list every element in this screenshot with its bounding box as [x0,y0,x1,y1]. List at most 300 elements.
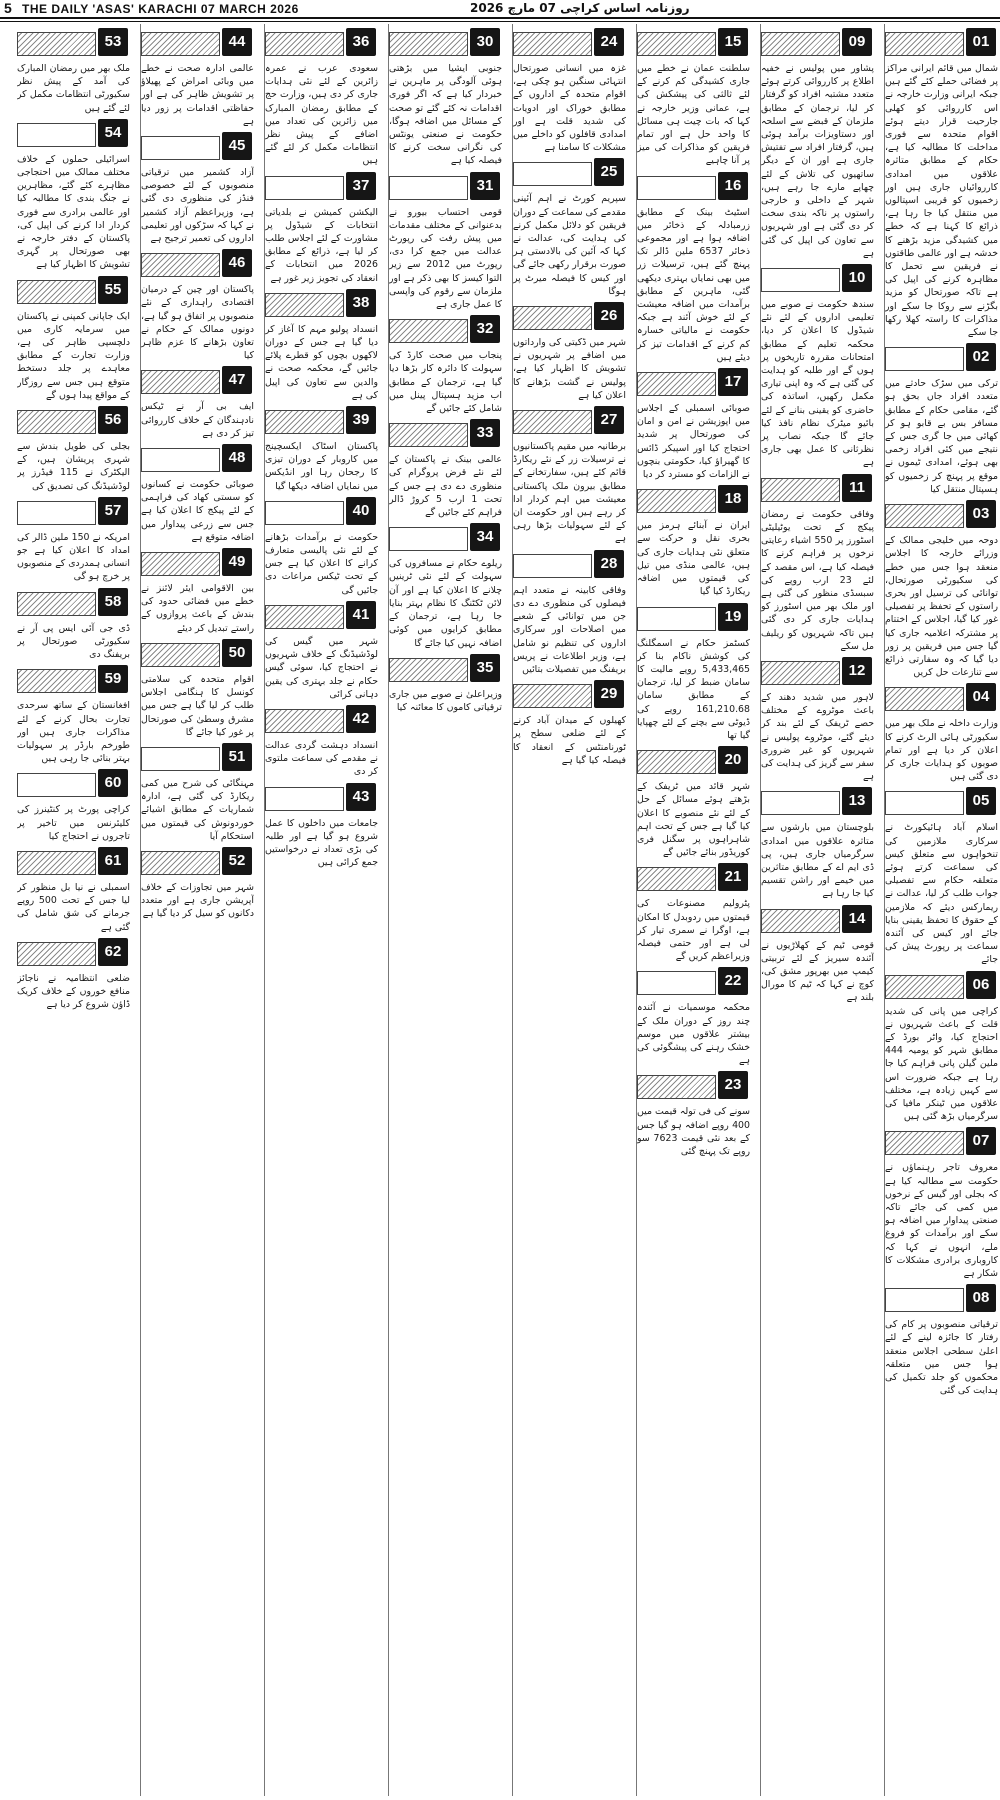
story-number: 11 [842,474,872,502]
news-story [17,497,130,584]
story-body: شمال میں قائم ایرانی مراکز پر فضائی حملے کئے گئے ہیں جبکہ ایرانی وزارت خارجہ نے اس کارروائی کو کھلی جارحیت قرار دیتے ہوئے اقوام متحدہ سے فوری مداخلت کا مطالبہ کیا ہے، حکام کے مطابق متاثرہ علاقوں میں امدادی کارروائیاں جاری ہیں اور زخمیوں کو قریبی اسپتالوں میں منتقل کیا جا رہا ہے، ذرائع کا کہنا ہے کہ خطے میں کشیدگی مزید بڑھنے کا خدشہ ہے اور عالمی طاقتوں نے فریقین سے تحمل کا مظاہرہ کرنے کی اپیل کی ہے تاکہ صورتحال کو مزید بگڑنے سے روکا جا سکے اور مذاکرات کا راستہ کھلا رکھا جا سکے [885,63,998,339]
story-number: 01 [966,28,996,56]
urdu-title: روزنامہ اساس کراچی 07 مارچ 2026 [470,1,690,15]
story-number: 02 [966,343,996,371]
story-number-tag [885,683,998,713]
story-number-tag [637,603,750,633]
page-number: 5 [4,0,12,16]
story-body: دوحہ میں خلیجی ممالک کے وزرائے خارجہ کا اجلاس منعقد ہوا جس میں خطے کی سکیورٹی صورتحال، توانائی کی ترسیل اور بحری راستوں کے تحفظ پر تفصیلی غور کیا گیا، اجلاس کے اختتام پر مشترکہ اعلامیہ جاری کیا گیا جس میں فریقین پر زور دیا گیا کہ وہ سفارتی ذرائع سے تنازعات حل کریں [885,535,998,679]
news-story [761,787,874,900]
story-number: 22 [718,967,748,995]
story-body: الیکشن کمیشن نے بلدیاتی انتخابات کے شیڈول پر مشاورت کے لئے اجلاس طلب کر لیا ہے، ذرائع کے مطابق 2026 میں انتخابات کے انعقاد کی تجویز زیر غور ہے [265,206,378,284]
news-story [885,1284,998,1397]
story-number: 47 [222,366,252,394]
story-number-tag [513,680,626,710]
hatched-heading-bar [885,504,964,528]
news-story [885,683,998,783]
hatched-heading-bar [389,319,468,343]
story-number-tag [17,847,130,877]
story-number-tag [17,769,130,799]
news-column [17,24,130,1796]
story-number: 40 [346,497,376,525]
news-column [140,24,254,1796]
hatched-heading-bar [17,773,96,797]
news-story [17,406,130,493]
story-body: لاہور میں شدید دھند کے باعث موٹروے کے مختلف حصے ٹریفک کے لئے بند کر دیئے گئے، موٹروے پولیس نے شہریوں کو غیر ضروری سفر سے گریز کی ہدایت کی ہے [761,691,874,783]
hatched-heading-bar [637,607,716,631]
story-number: 42 [346,705,376,733]
story-body: انسداد پولیو مہم کا آغاز کر دیا گیا ہے جس کے دوران لاکھوں بچوں کو قطرے پلائے جائیں گے، محکمہ صحت نے والدین سے تعاون کی اپیل کی ہے [265,323,378,401]
story-number-tag [761,474,874,504]
story-number-tag [637,1071,750,1101]
news-story [265,705,378,779]
story-body: صوبائی اسمبلی کے اجلاس میں اپوزیشن نے امن و امان کی صورتحال پر شدید احتجاج کیا اور اسپیکر ڈائس کا گھیراؤ کیا، حکومتی بنچوں نے الزامات کو مسترد کر دیا [637,403,750,481]
story-number: 59 [98,665,128,693]
news-story [761,264,874,470]
hatched-heading-bar [17,669,96,693]
story-body: پٹرولیم مصنوعات کی قیمتوں میں ردوبدل کا امکان ہے، اوگرا نے سمری تیار کر لی ہے اور حتمی فیصلہ وزیراعظم کریں گے [637,898,750,963]
hatched-heading-bar [265,709,344,733]
story-body: آزاد کشمیر میں ترقیاتی منصوبوں کے لئے خصوصی فنڈز کی منظوری دی گئی ہے، وزیراعظم آزاد کشمیر نے کہا کہ سڑکوں اور تعلیمی اداروں کی تعمیر ترجیح ہے [141,167,254,245]
story-body: شہر قائد میں ٹریفک کے بڑھتے ہوئے مسائل کے حل کے لئے نئے منصوبے کا اعلان کیا گیا ہے جس کے تحت اہم شاہراہوں پر سگنل فری کوریڈور بنائے جائیں گے [637,781,750,859]
news-story [17,769,130,843]
hatched-heading-bar [761,909,840,933]
news-story [637,603,750,743]
story-number-tag [513,302,626,332]
story-number: 53 [98,28,128,56]
story-body: ضلعی انتظامیہ نے ناجائز منافع خوروں کے خلاف کریک ڈاؤن شروع کر دیا ہے [17,972,130,1011]
story-number-tag [265,497,378,527]
story-number: 20 [718,746,748,774]
story-body: اسمبلی نے نیا بل منظور کر لیا جس کے تحت 500 روپے جرمانے کی شق شامل کی گئی ہے [17,881,130,933]
hatched-heading-bar [17,280,96,304]
story-number-tag [389,419,502,449]
story-number-tag [513,550,626,580]
story-number-tag [885,28,998,58]
story-body: کراچی میں پانی کی شدید قلت کے باعث شہریوں نے احتجاج کیا، واٹر بورڈ کے مطابق شہر کو یومیہ 444 ملین گیلن پانی فراہم کیا جا رہا ہے جبکہ ضرورت اس سے کہیں زیادہ ہے، مختلف علاقوں میں ٹینکر مافیا کی سرگرمیاں بڑھ گئی ہیں [885,1005,998,1123]
story-number: 04 [966,683,996,711]
story-number-tag [389,654,502,684]
story-number-tag [761,905,874,935]
story-number: 19 [718,603,748,631]
story-number-tag [637,967,750,997]
story-number-tag [141,847,254,877]
hatched-heading-bar [265,176,344,200]
story-number-tag [761,264,874,294]
story-body: پاکستان اور چین کے درمیان اقتصادی راہداری کے نئے منصوبوں پر اتفاق ہو گیا ہے، دونوں ممالک کے حکام نے تعاون بڑھانے کا عزم ظاہر کیا [141,284,254,362]
story-body: شہر میں گیس کی لوڈشیڈنگ کے خلاف شہریوں نے احتجاج کیا، سوئی گیس حکام نے جلد بہتری کی یقین دہانی کرائی [265,635,378,700]
story-body: ریلوے حکام نے مسافروں کی سہولت کے لئے نئی ٹرینیں چلانے کا اعلان کیا ہے اور آن لائن ٹکٹنگ کا نظام بہتر بنایا جا رہا ہے، ترجمان کے مطابق کرایوں میں کوئی اضافہ نہیں کیا جائے گا [389,558,502,649]
story-number: 32 [470,315,500,343]
story-number: 24 [594,28,624,56]
news-story [389,315,502,415]
hatched-heading-bar [761,478,840,502]
story-body: قومی احتساب بیورو نے بدعنوانی کے مختلف مقدمات میں پیش رفت کی رپورٹ عدالت میں جمع کرا دی، رپورٹ میں 2012 سے زیر التوا کیسز کا بھی ذکر ہے اور ملزمان سے رقوم کی واپسی کا عمل جاری ہے [389,206,502,311]
story-number: 46 [222,249,252,277]
news-story [141,249,254,362]
story-body: سلطنت عمان نے خطے میں جاری کشیدگی کم کرنے کے لئے ثالثی کی پیشکش کی ہے، عمانی وزیر خارجہ نے کہا کہ بات چیت ہی مسائل کا واحد حل ہے اور تمام فریقین کو مذاکرات کی میز پر آنا چاہیے [637,63,750,167]
story-body: اسٹیٹ بینک کے مطابق زرمبادلہ کے ذخائر میں اضافہ ہوا ہے اور مجموعی ذخائر 6537 ملین ڈالر تک پہنچ گئے ہیں، ترسیلات زر میں بھی نمایاں بہتری دیکھی گئی، ماہرین کے مطابق برآمدات میں اضافہ معیشت کے لئے خوش آئند ہے جبکہ حکومت نے مالیاتی خسارہ کم کرنے کے اقدامات تیز کر دیئے ہیں [637,206,750,363]
hatched-heading-bar [17,501,96,525]
story-number: 44 [222,28,252,56]
hatched-heading-bar [637,32,716,56]
story-number-tag [17,119,130,149]
news-story [17,119,130,272]
story-number: 61 [98,847,128,875]
hatched-heading-bar [265,501,344,525]
story-number: 60 [98,769,128,797]
story-number: 21 [718,863,748,891]
hatched-heading-bar [141,136,220,160]
story-number-tag [17,938,130,968]
story-number: 31 [470,172,500,200]
hatched-heading-bar [265,32,344,56]
story-number-tag [265,289,378,319]
story-number-tag [265,601,378,631]
news-story [389,654,502,714]
story-number-tag [761,28,874,58]
story-body: جنوبی ایشیا میں بڑھتی ہوئی آلودگی پر ماہرین نے خبردار کیا ہے کہ اگر فوری اقدامات نہ کئے گئے تو صحت کے مسائل میں اضافہ ہوگا، حکومت نے صنعتی یونٹس کی نگرانی سخت کرنے کا فیصلہ کیا ہے [389,63,502,167]
hatched-heading-bar [141,32,220,56]
story-body: بین الاقوامی ایئر لائنز نے خطے میں فضائی حدود کی بندش کے باعث پروازوں کے راستے تبدیل کر دیئے [141,583,254,634]
story-number-tag [141,548,254,578]
hatched-heading-bar [513,554,592,578]
news-story [513,680,626,767]
story-body: عالمی ادارہ صحت نے خطے میں وبائی امراض کے پھیلاؤ پر تشویش ظاہر کی ہے اور حفاظتی اقدامات پر زور دیا ہے [141,63,254,127]
story-body: اقوام متحدہ کی سلامتی کونسل کا ہنگامی اجلاس طلب کر لیا گیا ہے جس میں مشرق وسطیٰ کی صورتحال پر غور کیا جائے گا [141,673,254,738]
story-number: 54 [98,119,128,147]
story-body: اسرائیلی حملوں کے خلاف مختلف ممالک میں احتجاجی مظاہرے کئے گئے، مظاہرین نے جنگ بندی کا مطالبہ کیا اور عالمی برادری سے فوری کردار ادا کرنے کی اپیل کی، پاکستان کے دفتر خارجہ نے بھی صورتحال پر گہری تشویش کا اظہار کیا ہے [17,153,130,271]
story-number-tag [885,971,998,1001]
story-number-tag [265,406,378,436]
hatched-heading-bar [761,661,840,685]
news-story [637,368,750,481]
news-story [885,1127,998,1280]
news-story [637,863,750,963]
story-body: شہر میں ڈکیتی کی وارداتوں میں اضافے پر شہریوں نے تشویش کا اظہار کیا ہے، پولیس نے گشت بڑھانے کا اعلان کیا ہے [513,337,626,401]
story-number-tag [141,444,254,474]
story-number-tag [885,500,998,530]
story-number-tag [17,276,130,306]
news-story [141,366,254,440]
news-story [513,28,626,154]
story-number: 49 [222,548,252,576]
story-number-tag [637,172,750,202]
story-number-tag [637,863,750,893]
story-number-tag [265,705,378,735]
news-story [761,905,874,1005]
news-story [141,444,254,544]
story-body: غزہ میں انسانی صورتحال انتہائی سنگین ہو چکی ہے، اقوام متحدہ کے اداروں کے مطابق خوراک اور ادویات کی شدید قلت ہے اور امدادی قافلوں کو داخلے میں مشکلات کا سامنا ہے [513,63,626,154]
story-number: 05 [966,787,996,815]
news-story [17,847,130,934]
story-body: وزارت داخلہ نے ملک بھر میں سکیورٹی ہائی الرٹ کرنے کا اعلان کر دیا ہے اور تمام صوبوں کو ہدایات جاری کر دی گئی ہیں [885,718,998,783]
news-story [885,787,998,966]
news-story [389,172,502,312]
news-story [17,665,130,765]
story-body: شہر میں تجاوزات کے خلاف آپریشن جاری ہے اور متعدد دکانوں کو سیل کر دیا گیا ہے [141,881,254,920]
news-column [264,24,378,1796]
story-number-tag [17,665,130,695]
story-number-tag [637,746,750,776]
story-number: 48 [222,444,252,472]
hatched-heading-bar [141,552,220,576]
story-number: 03 [966,500,996,528]
news-story [513,406,626,546]
story-number: 36 [346,28,376,56]
hatched-heading-bar [141,643,220,667]
english-title: THE DAILY 'ASAS' KARACHI 07 MARCH 2026 [22,2,299,16]
hatched-heading-bar [513,684,592,708]
news-column [388,24,502,1796]
news-column [760,24,874,1796]
news-story [265,289,378,402]
story-body: صوبائی حکومت نے کسانوں کو سستی کھاد کی فراہمی کے لئے پیکج کا اعلان کیا ہے جس سے زرعی پیداوار میں اضافہ متوقع ہے [141,479,254,543]
story-number: 12 [842,657,872,685]
story-number-tag [265,172,378,202]
hatched-heading-bar [17,592,96,616]
news-story [637,746,750,859]
hatched-heading-bar [513,306,592,330]
story-number: 28 [594,550,624,578]
story-body: برطانیہ میں مقیم پاکستانیوں نے ترسیلات زر کے نئے ریکارڈ قائم کئے ہیں، سفارتخانے کے مطابق بیرون ملک پاکستانی معیشت میں اہم کردار ادا کر رہے ہیں اور حکومت ان کے لئے سہولیات بڑھا رہی ہے [513,441,626,545]
hatched-heading-bar [265,787,344,811]
story-body: پنجاب میں صحت کارڈ کی سہولت کا دائرہ کار بڑھا دیا گیا ہے، ترجمان کے مطابق اب مزید ہسپتال پینل میں شامل کئے جائیں گے [389,350,502,415]
hatched-heading-bar [885,347,964,371]
hatched-heading-bar [17,851,96,875]
story-number-tag [513,158,626,188]
story-body: کسٹمز حکام نے اسمگلنگ کی کوشش ناکام بنا کر 5,433,465 روپے مالیت کا سامان ضبط کر لیا، ترجمان کے مطابق سامان 161,210.68 روپے کی ڈیوٹی سے بچنے کے لئے چھپایا گیا تھا [637,637,750,741]
story-body: معروف تاجر رہنماؤں نے حکومت سے مطالبہ کیا ہے کہ بجلی اور گیس کے نرخوں میں کمی کی جائے تاکہ صنعتی پیداوار میں اضافہ ہو سکے اور برآمدات کو فروغ ملے، انہوں نے کہا کہ کاروباری برادری مشکلات کا شکار ہے [885,1162,998,1280]
hatched-heading-bar [17,942,96,966]
news-story [637,485,750,598]
news-column [512,24,626,1796]
story-number: 18 [718,485,748,513]
story-number: 50 [222,639,252,667]
story-number-tag [141,28,254,58]
news-column [884,24,998,1796]
story-body: بلوچستان میں بارشوں سے متاثرہ علاقوں میں امدادی سرگرمیاں جاری ہیں، پی ڈی ایم اے کے مطابق متاثرین میں خیمے اور راشن تقسیم کیا جا رہا ہے [761,822,874,900]
story-number-tag [885,1127,998,1157]
story-number: 56 [98,406,128,434]
hatched-heading-bar [637,489,716,513]
story-number-tag [141,366,254,396]
story-number: 45 [222,132,252,160]
news-story [637,172,750,364]
hatched-heading-bar [389,423,468,447]
hatched-heading-bar [761,791,840,815]
story-number: 30 [470,28,500,56]
hatched-heading-bar [17,123,96,147]
story-number: 29 [594,680,624,708]
story-body: ترکی میں سڑک حادثے میں متعدد افراد جاں بحق ہو گئے، مقامی حکام کے مطابق مسافر بس بے قابو ہو کر کھائی میں جا گری جس کے نتیجے میں کئی افراد زخمی بھی ہوئے، امدادی ٹیموں نے موقع پر پہنچ کر زخمیوں کو ہسپتال منتقل کیا [885,378,998,495]
story-body: پشاور میں پولیس نے خفیہ اطلاع پر کارروائی کرتے ہوئے متعدد مشتبہ افراد کو گرفتار کر لیا، ترجمان کے مطابق ملزمان کے قبضے سے اسلحہ اور دستاویزات برآمد ہوئی ہیں، گرفتار افراد سے تفتیش جاری ہے اور ان کے دیگر ساتھیوں کی تلاش کے لئے چھاپے مارے جا رہے ہیں، شہر کے داخلی و خارجی راستوں پر ناکہ بندی سخت کر دی گئی ہے اور شہریوں سے تعاون کی اپیل کی گئی ہے [761,63,874,259]
newspaper-page [5,24,998,1796]
news-story [885,500,998,679]
story-body: سندھ حکومت نے صوبے میں تعلیمی اداروں کے لئے نئے شیڈول کا اعلان کر دیا، محکمہ تعلیم کے مطابق امتحانات مقررہ تاریخوں پر ہوں گے اور طلبہ کو ہدایت کی گئی ہے کہ وہ اپنی تیاری مکمل رکھیں، اساتذہ کی حاضری کو یقینی بنانے کے لئے بائیو میٹرک نظام نافذ کیا جائے گا جبکہ نصاب پر نظرثانی کا عمل بھی جاری ہے [761,299,874,469]
hatched-heading-bar [885,975,964,999]
hatched-heading-bar [885,1288,964,1312]
story-number-tag [389,315,502,345]
story-body: وزیراعلیٰ نے صوبے میں جاری ترقیاتی کاموں کا معائنہ کیا [389,688,502,713]
story-body: مہنگائی کی شرح میں کمی ریکارڈ کی گئی ہے، ادارہ شماریات کے مطابق اشیائے خوردونوش کی قیمتوں میں استحکام آیا [141,777,254,842]
hatched-heading-bar [389,176,468,200]
story-number: 13 [842,787,872,815]
news-story [141,639,254,739]
hatched-heading-bar [885,1131,964,1155]
story-body: ایف بی آر نے ٹیکس نادہندگان کے خلاف کارروائی تیز کر دی ہے [141,401,254,439]
news-story [17,938,130,1012]
story-number: 23 [718,1071,748,1099]
story-body: محکمہ موسمیات نے آئندہ چند روز کے دوران ملک کے بیشتر علاقوں میں موسم خشک رہنے کی پیشگوئی کی ہے [637,1002,750,1067]
story-number-tag [885,1284,998,1314]
hatched-heading-bar [17,32,96,56]
hatched-heading-bar [885,32,964,56]
news-story [637,28,750,168]
news-story [637,967,750,1067]
hatched-heading-bar [265,410,344,434]
masthead [0,0,1000,19]
hatched-heading-bar [389,658,468,682]
hatched-heading-bar [637,1075,716,1099]
story-body: سپریم کورٹ نے اہم آئینی مقدمے کی سماعت کے دوران فریقین کو دلائل مکمل کرنے کی ہدایت کی، عدالت نے کہا کہ آئین کی بالادستی ہر صورت برقرار رکھی جائے گی اور کیس کا فیصلہ میرٹ پر ہوگا [512,193,626,297]
story-number: 58 [98,588,128,616]
story-number: 39 [346,406,376,434]
news-story [761,474,874,653]
story-number-tag [637,28,750,58]
hatched-heading-bar [17,410,96,434]
story-number-tag [389,172,502,202]
hatched-heading-bar [389,32,468,56]
news-story [389,523,502,649]
hatched-heading-bar [141,851,220,875]
story-number: 33 [470,419,500,447]
story-body: انسداد دہشت گردی عدالت نے مقدمے کی سماعت ملتوی کر دی [265,739,378,778]
story-number: 57 [98,497,128,525]
news-story [17,588,130,662]
story-number: 35 [470,654,500,682]
story-body: بجلی کی طویل بندش سے شہری پریشان ہیں، کے الیکٹرک نے 115 فیڈرز پر لوڈشیڈنگ کی تصدیق کی [17,441,130,492]
news-story [761,28,874,260]
hatched-heading-bar [637,372,716,396]
story-body: سونے کی فی تولہ قیمت میں 400 روپے اضافہ ہو گیا جس کے بعد نئی قیمت 7623 سو روپے تک پہنچ گئی [637,1106,750,1157]
story-number: 34 [470,523,500,551]
story-body: ملک بھر میں رمضان المبارک کی آمد کے پیش نظر سکیورٹی انتظامات مکمل کر لئے گئے ہیں [17,63,130,114]
story-body: اسلام آباد ہائیکورٹ نے سرکاری ملازمین کی تنخواہوں سے متعلق کیس کی سماعت کرتے ہوئے متعلقہ حکام سے تفصیلی جواب طلب کر لیا، عدالت نے ریمارکس دیئے کہ ملازمین کے حقوق کا تحفظ یقینی بنایا جائے اور کیس کی آئندہ سماعت پر رپورٹ پیش کی جائے [885,822,998,966]
story-body: ایک جاپانی کمپنی نے پاکستان میں سرمایہ کاری میں دلچسپی ظاہر کی ہے، وزارت تجارت کے مطابق معاہدے پر جلد دستخط متوقع ہیں جس سے روزگار کے مواقع پیدا ہوں گے [17,310,130,401]
news-story [141,132,254,245]
story-number: 62 [98,938,128,966]
story-body: وفاقی حکومت نے رمضان پیکج کے تحت یوٹیلیٹی اسٹورز پر 550 اشیاء رعایتی نرخوں پر فراہم کرنے کا فیصلہ کیا ہے، اس مقصد کے لئے 23 ارب روپے کی سبسڈی منظور کی گئی ہے اور ملک بھر میں اسٹورز کو ہدایات جاری کر دی گئی ہیں تاکہ شہریوں کو ریلیف مل سکے [761,508,874,652]
hatched-heading-bar [885,687,964,711]
story-number-tag [885,787,998,817]
story-body: ڈی جی آئی ایس پی آر نے سکیورٹی صورتحال پر بریفنگ دی [17,622,130,661]
story-number-tag [885,343,998,373]
hatched-heading-bar [389,527,468,551]
news-story [265,783,378,870]
hatched-heading-bar [141,253,220,277]
story-number: 09 [842,28,872,56]
story-number: 15 [718,28,748,56]
hatched-heading-bar [761,32,840,56]
story-number: 14 [842,905,872,933]
story-number-tag [265,28,378,58]
story-body: سعودی عرب نے عمرہ زائرین کے لئے نئی ہدایات جاری کر دی ہیں، وزارت حج کے مطابق رمضان المبارک میں زائرین کی تعداد میں اضافے کے پیش نظر انتظامات مکمل کر لئے گئے ہیں [265,63,378,167]
masthead-rule [0,21,1000,22]
story-number-tag [761,787,874,817]
news-story [17,276,130,402]
story-body: عالمی بینک نے پاکستان کے لئے نئے قرض پروگرام کی منظوری دے دی ہے جس کے تحت 1 ارب 5 کروڑ ڈالر فراہم کئے جائیں گے [389,454,502,519]
story-number: 26 [594,302,624,330]
story-number: 37 [346,172,376,200]
story-number-tag [141,743,254,773]
news-column [636,24,750,1796]
story-number: 51 [222,743,252,771]
story-number-tag [637,368,750,398]
news-story [141,28,254,128]
story-number-tag [141,639,254,669]
story-body: قومی ٹیم کے کھلاڑیوں نے آئندہ سیریز کے لئے تربیتی کیمپ میں بھرپور مشق کی، کوچ نے کہا کہ ٹیم کا مورال بلند ہے [761,939,874,1004]
news-story [513,302,626,402]
news-story [389,419,502,519]
story-number-tag [17,406,130,436]
news-story [885,28,998,339]
story-number: 41 [346,601,376,629]
story-number-tag [513,406,626,436]
story-number-tag [637,485,750,515]
news-story [265,28,378,168]
hatched-heading-bar [513,410,592,434]
story-number: 55 [98,276,128,304]
story-number-tag [513,28,626,58]
story-number: 06 [966,971,996,999]
news-story [389,28,502,168]
story-body: وفاقی کابینہ نے متعدد اہم فیصلوں کی منظوری دے دی جن میں توانائی کے شعبے میں اصلاحات اور سرکاری اداروں کی تنظیم نو شامل ہے، وزیر اطلاعات نے پریس بریفنگ میں تفصیلات بتائیں [513,584,626,675]
hatched-heading-bar [761,268,840,292]
hatched-heading-bar [265,605,344,629]
story-number: 43 [346,783,376,811]
news-story [513,550,626,676]
story-number-tag [17,588,130,618]
news-story [141,847,254,921]
news-story [265,406,378,493]
story-number: 16 [718,172,748,200]
story-body: ترقیاتی منصوبوں پر کام کی رفتار کا جائزہ لینے کے لئے اعلیٰ سطحی اجلاس منعقد ہوا جس میں متعلقہ محکموں کو جلد تکمیل کی ہدایت کی گئی [885,1319,998,1397]
news-story [141,743,254,843]
hatched-heading-bar [637,867,716,891]
story-number-tag [389,28,502,58]
story-number: 17 [718,368,748,396]
story-body: کھیلوں کے میدان آباد کرنے کے لئے ضلعی سطح پر ٹورنامنٹس کے انعقاد کا فیصلہ کیا گیا ہے [513,715,626,766]
news-story [17,28,130,115]
story-number: 25 [594,158,624,186]
story-number-tag [141,249,254,279]
hatched-heading-bar [141,448,220,472]
story-number: 27 [594,406,624,434]
news-story [761,657,874,783]
story-number-tag [17,28,130,58]
news-story [265,601,378,701]
news-story [141,548,254,635]
hatched-heading-bar [637,971,716,995]
story-number-tag [265,783,378,813]
story-body: امریکہ نے 150 ملین ڈالر کی امداد کا اعلان کیا ہے جو انسانی ہمدردی کے منصوبوں پر خرچ ہو گی [17,531,130,583]
story-number: 38 [346,289,376,317]
story-body: کراچی پورٹ پر کنٹینرز کی کلیئرنس میں تاخیر پر تاجروں نے احتجاج کیا [17,804,130,842]
story-number: 10 [842,264,872,292]
story-number-tag [17,497,130,527]
hatched-heading-bar [513,32,592,56]
